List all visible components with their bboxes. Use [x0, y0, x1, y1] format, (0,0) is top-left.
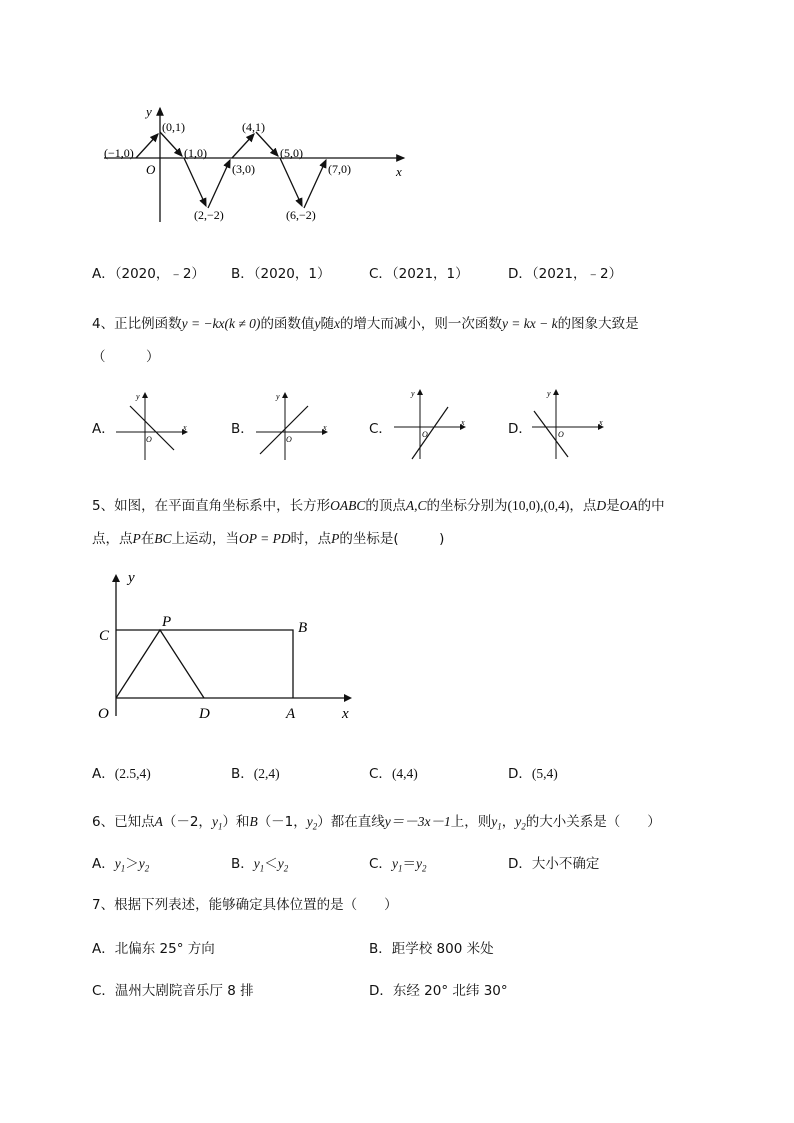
svg-text:O: O [98, 706, 109, 722]
svg-text:y: y [411, 389, 415, 398]
point-label: (2,−2) [194, 208, 224, 222]
svg-text:O: O [558, 430, 564, 439]
svg-text:x: x [342, 706, 349, 722]
q4-stem: 4、正比例函数y = −kx(k ≠ 0)的函数值y随x的增大而减小，则一次函数y = kx − k的图象大致是 [92, 316, 639, 332]
q6-option-b[interactable]: B．$y_1<y_2$ [231, 856, 289, 874]
svg-text:D: D [199, 706, 210, 722]
q5-option-a[interactable]: A．(2.5,4) [92, 766, 151, 782]
q4-option-c-label[interactable]: C． [369, 421, 392, 437]
svg-text:B: B [298, 620, 308, 636]
q5-option-b[interactable]: B．(2,4) [231, 766, 280, 782]
point-label: (4,1) [242, 120, 265, 134]
point-label: (3,0) [232, 162, 255, 176]
svg-text:A: A [286, 706, 296, 722]
q4-graph-a[interactable] [112, 388, 192, 463]
q6-option-d[interactable]: D．大小不确定 [508, 856, 600, 872]
q3-option-a[interactable]: A．（2020，﹣2） [92, 266, 205, 282]
svg-text:y: y [136, 392, 140, 401]
svg-text:O: O [422, 430, 428, 439]
svg-text:y: y [128, 570, 135, 586]
axis-y-label: y [146, 104, 152, 119]
q3-option-d[interactable]: D．（2021，﹣2） [508, 266, 623, 282]
q4-option-d-label[interactable]: D． [508, 421, 532, 437]
svg-text:P: P [162, 614, 172, 630]
svg-text:x: x [461, 418, 465, 427]
svg-text:x: x [599, 418, 603, 427]
svg-text:y: y [276, 392, 280, 401]
point-label: (−1,0) [104, 146, 134, 160]
point-label: (5,0) [280, 146, 303, 160]
origin-label: O [146, 162, 156, 177]
q7-option-d[interactable]: D．东经 20° 北纬 30° [369, 983, 508, 999]
q6-option-c[interactable]: C．$y_1=y_2$ [369, 856, 427, 874]
q5-rectangle-figure [94, 566, 364, 726]
q4-graph-b[interactable] [252, 388, 332, 463]
q5-stem-line1: 5、如图，在平面直角坐标系中，长方形OABC的顶点A,C的坐标分别为(10,0),(0,4)，点D是OA的中 [92, 498, 665, 514]
q6-option-a[interactable]: A．$y_1>y_2$ [92, 856, 150, 874]
point-label: (0,1) [162, 120, 185, 134]
q7-stem: 7、根据下列表述，能够确定具体位置的是（ ） [92, 897, 398, 913]
svg-text:O: O [286, 435, 292, 444]
q7-option-a[interactable]: A．北偏东 25° 方向 [92, 941, 215, 957]
point-label: (7,0) [328, 162, 351, 176]
q4-option-b-label[interactable]: B． [231, 421, 254, 437]
q3-zigzag-graph [96, 100, 416, 225]
svg-text:y: y [547, 389, 551, 398]
q4-graph-c[interactable] [390, 385, 470, 463]
svg-text:O: O [146, 435, 152, 444]
svg-text:x: x [323, 423, 327, 432]
svg-text:C: C [99, 628, 110, 644]
point-label: (6,−2) [286, 208, 316, 222]
q5-stem-line2: 点，点P在BC上运动，当OP = PD时，点P的坐标是( ) [92, 531, 445, 547]
q4-answer-paren: （ ） [92, 349, 160, 365]
q4-graph-d[interactable] [528, 385, 608, 463]
axis-x-label: x [396, 164, 402, 179]
q5-option-d[interactable]: D．(5,4) [508, 766, 558, 782]
q7-option-c[interactable]: C．温州大剧院音乐厅 8 排 [92, 983, 254, 999]
point-label: (1,0) [184, 146, 207, 160]
q4-option-a-label[interactable]: A． [92, 421, 115, 437]
svg-text:x: x [183, 423, 187, 432]
q5-option-c[interactable]: C．(4,4) [369, 766, 418, 782]
q3-option-b[interactable]: B．（2020，1） [231, 266, 331, 282]
q7-option-b[interactable]: B．距学校 800 米处 [369, 941, 494, 957]
q6-stem: 6、已知点A（－2，$y_1$）和B（－1，$y_2$）都在直线y＝－3x－1上，则$y_1$，$y_2$的大小关系是（ ） [92, 814, 661, 832]
q3-option-c[interactable]: C．（2021，1） [369, 266, 469, 282]
